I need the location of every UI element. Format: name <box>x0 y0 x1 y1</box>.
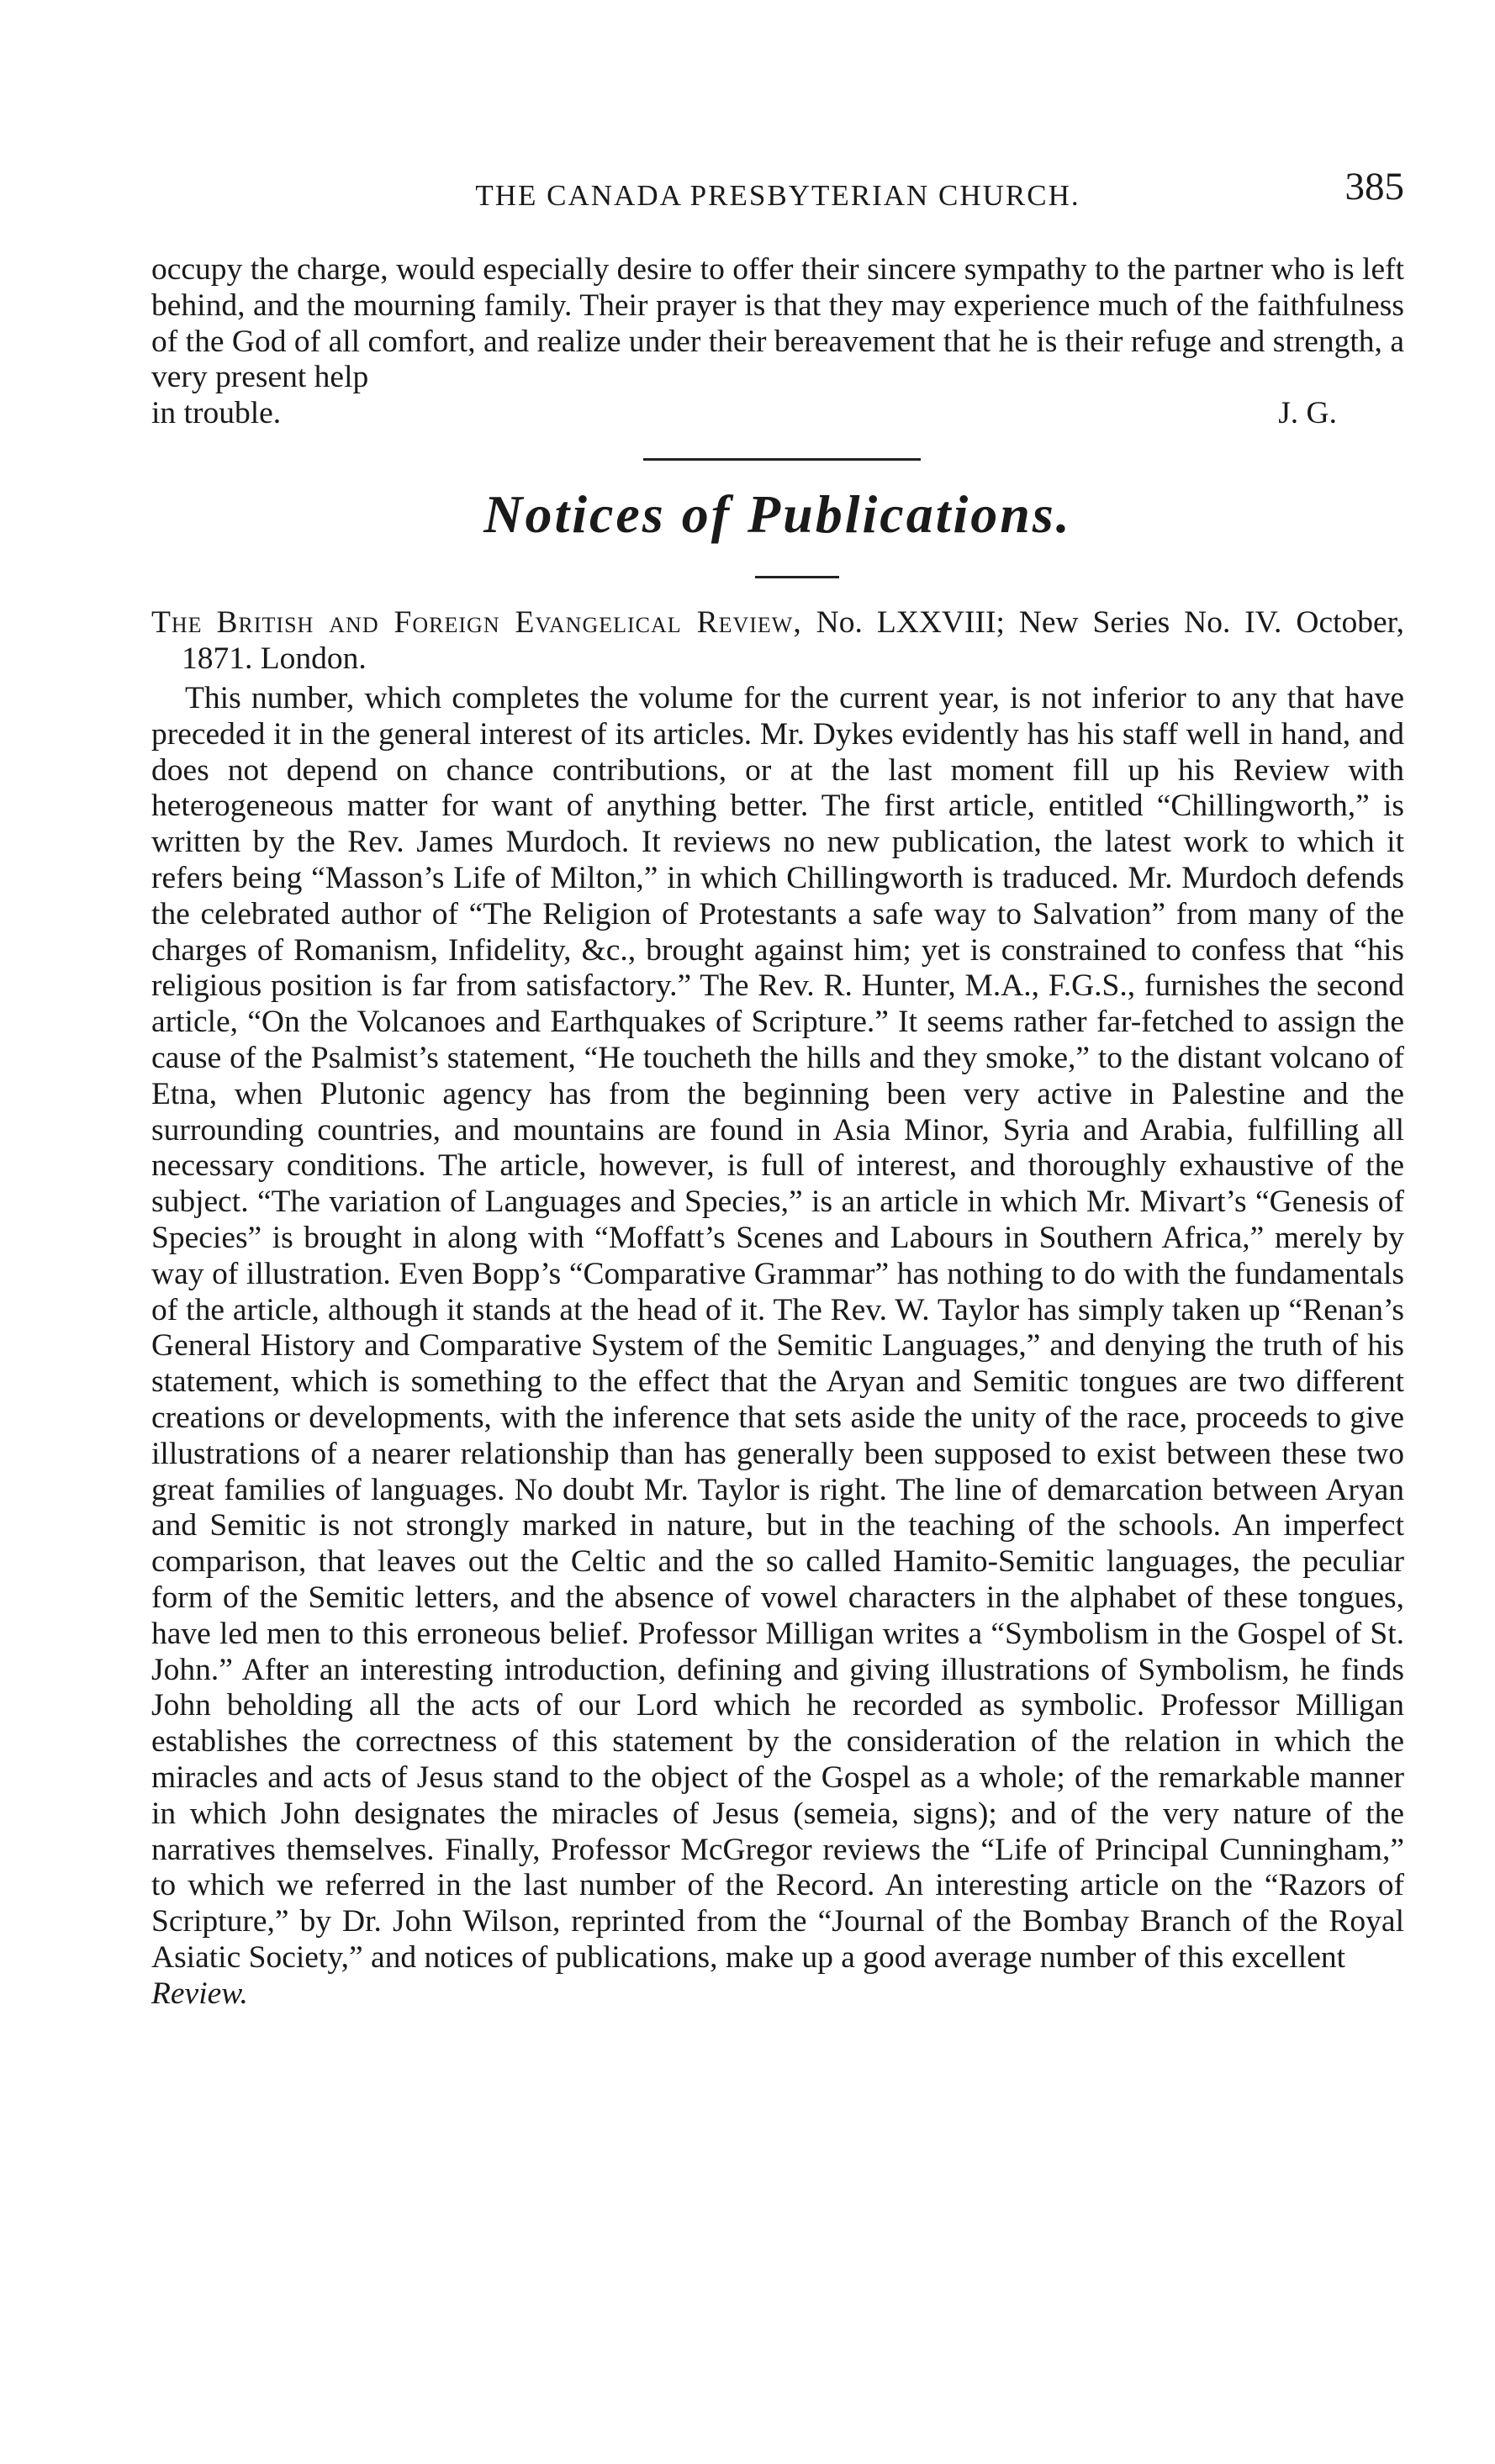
running-head: THE CANADA PRESBYTERIAN CHURCH. <box>475 179 1080 212</box>
review-paragraph <box>151 681 1404 2012</box>
citation-prefix: The <box>151 605 203 640</box>
page-number: 385 <box>1344 165 1404 208</box>
section-divider-top <box>643 458 921 461</box>
citation-details: No. LXXVIII; New Series No. IV. October, 1871. London. <box>182 605 1405 676</box>
intro-paragraph <box>151 252 1404 432</box>
citation-journal: British and Foreign Evangelical Review, <box>216 605 802 640</box>
page-header <box>151 164 1404 214</box>
section-title: Notices of Publications. <box>483 484 1072 544</box>
intro-last-line: in trouble. <box>151 396 282 431</box>
review-text: This number, which completes the volume for the current year, is not inferior to any that have preceded it in the general interest of its articles. Mr. Dykes evidently has his staff well in hand, and does not depend on chance contributions, or at the last moment fill up his Review with heterogeneous matter for want of anything better. The first article, entitled “Chillingworth,” is written by the Rev. James Murdoch. It reviews no new publication, the latest work to which it refers being “Masson’s Life of Milton,” in which Chillingworth is traduced. Mr. Murdoch defends the celebrated author of “The Religion of Protestants a safe way to Salvation” from many of the charges of Romanism, Infidelity, &c., brought against him; yet is constrained to confess that “his religious position is far from satisfactory.” The Rev. R. Hunter, M.A., F.G.S., furnishes the second article, “On the Volcanoes and Earthquakes of Scripture.” It seems rather far-fetched to assign the cause of the Psalmist’s statement, “He toucheth the hills and they smoke,” to the distant volcano of Etna, when Plutonic agency has from the beginning been very active in Palestine and the surrounding countries, and mountains are found in Asia Minor, Syria and Arabia, fulfilling all necessary conditions. The article, however, is full of interest, and thoroughly exhaustive of the subject. “The variation of Languages and Species,” is an article in which Mr. Mivart’s “Genesis of Species” is brought in along with “Moffatt’s Scenes and Labours in Southern Africa,” merely by way of illustration. Even Bopp’s “Comparative Grammar” has nothing to do with the fundamentals of the article, although it stands at the head of it. The Rev. W. Taylor has simply taken up “Renan’s General History and Comparative System of the Semitic Languages,” and denying the truth of his statement, which is something to the effect that the Aryan and Semitic tongues are two different creations or developments, with the inference that sets aside the unity of the race, proceeds to give illustrations of a nearer relationship than has generally been supposed to exist between these two great families of languages. No doubt Mr. Taylor is right. The line of demarcation between Aryan and Semitic is not strongly marked in nature, but in the teaching of the schools. An imperfect comparison, that leaves out the Celtic and the so called Hamito-Semitic languages, the peculiar form of the Semitic letters, and the absence of vowel characters in the alphabet of these tongues, have led men to this erroneous belief. Professor Milligan writes a “Symbolism in the Gospel of St. John.” After an interesting introduction, defining and giving illustrations of Symbolism, he finds John beholding all the acts of our Lord which he recorded as symbolic. Professor Milligan establishes the correctness of this statement by the consideration of the relation in which the miracles and acts of Jesus stand to the object of the Gospel as a whole; of the remarkable manner in which John designates the miracles of Jesus (semeia, signs); and of the very nature of the narratives themselves. Finally, Professor McGregor reviews the “Life of Principal Cunningham,” to which we referred in the last number of the Record. An interesting article on the “Razors of Scripture,” by Dr. John Wilson, reprinted from the “Journal of the Bombay Branch of the Royal Asiatic Society,” and notices of publications, make up a good average number of this excellent <box>151 681 1404 1975</box>
review-citation <box>151 605 1404 678</box>
section-divider-bottom <box>755 576 839 578</box>
review-body <box>151 681 1404 2012</box>
author-initials: J. G. <box>1278 396 1337 431</box>
intro-signoff <box>151 396 1404 432</box>
review-last-word: Review. <box>151 1976 248 2011</box>
intro-text: occupy the charge, would especially desire to offer their sincere sympathy to the partner who is left behind, and the mourning family. Their prayer is that they may experience much of the faithfulness of the God of all comfort, and realize under their bereavement that he is their refuge and strength, a very present help <box>151 252 1404 395</box>
